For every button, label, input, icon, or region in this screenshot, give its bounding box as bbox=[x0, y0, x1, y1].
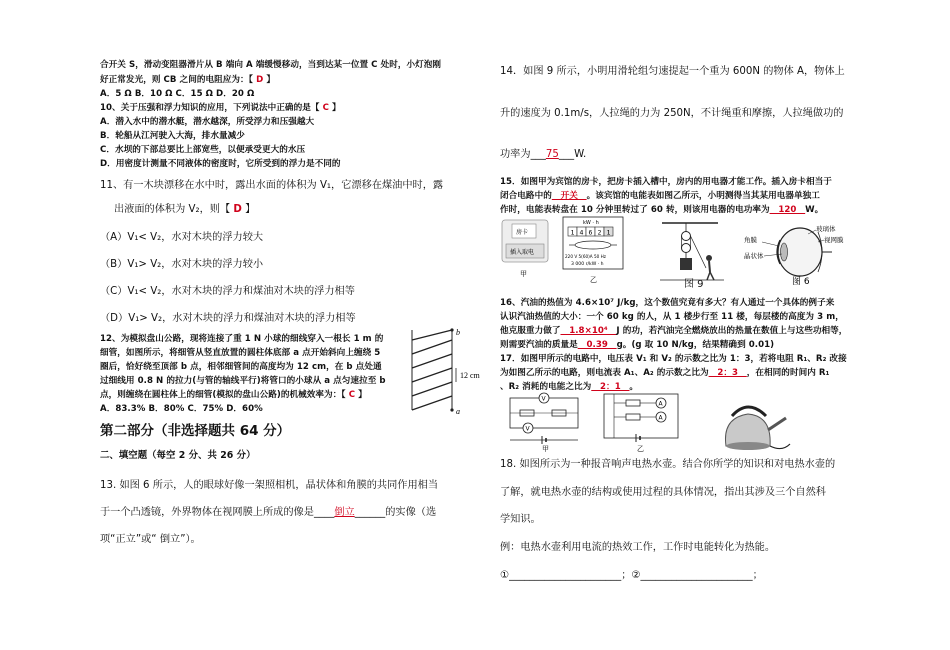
svg-text:A: A bbox=[658, 414, 663, 422]
q17-line1: 17．如图甲所示的电路中，电压表 V₁ 和 V₂ 的示数之比为 1：3，若将电阻 R₁、R₂ 改接 bbox=[500, 354, 847, 364]
q9-answer: D bbox=[256, 75, 264, 85]
q11-option-c: （C）V₁< V₂，水对木块的浮力和煤油对木块的浮力相等 bbox=[100, 286, 355, 297]
q14-answer: 75 bbox=[545, 149, 559, 160]
q12-line2: 细管，如图所示，将细管从竖直放置的圆柱体底部 a 点开始斜向上缠绕 5 bbox=[100, 348, 381, 358]
pulley-load-block bbox=[680, 258, 692, 270]
q11-stem-line1: 11、有一木块漂移在水中时，露出水面的体积为 V₁，它漂移在煤油中时，露 bbox=[100, 180, 444, 191]
circuit-jia-caption: 甲 bbox=[542, 445, 549, 452]
meter-caption: 乙 bbox=[590, 276, 597, 284]
meter-digit: 4 bbox=[579, 228, 584, 237]
q13-line3: 项“正立”或“ 倒立”）。 bbox=[100, 534, 201, 545]
q14-line1: 14．如图 9 所示，小明用滑轮组匀速提起一个重为 600N 的物体 A，物体上 bbox=[500, 66, 845, 77]
q15-line2: 闭合电路中的__开关__。该宾馆的电能表如图乙所示，小明测得当其某用电器单独工 bbox=[500, 191, 820, 201]
coil-label-b: b bbox=[456, 328, 460, 337]
q13-answer: 倒立 bbox=[334, 507, 355, 518]
meter-constant: 3 000 r/kW · h bbox=[571, 262, 604, 267]
meter-digits bbox=[568, 227, 613, 237]
q10-stem: 10、关于压强和浮力知识的应用，下列说法中正确的是【 C 】 bbox=[100, 103, 341, 113]
meter-digit: 1 bbox=[606, 228, 611, 237]
q15-answer-switch: __开关__ bbox=[551, 191, 587, 201]
figure-9-caption: 图 9 bbox=[684, 279, 704, 290]
q15-line3: 作时，电能表转盘在 10 分钟里转过了 60 转，则该用电器的电功率为__120__W。 bbox=[500, 205, 824, 215]
figure-6-caption: 图 6 bbox=[792, 277, 810, 286]
q9-options: A．5 Ω B．10 Ω C．15 Ω D．20 Ω bbox=[100, 89, 255, 99]
q18-line1: 18. 如图所示为一种报音响声电热水壶。结合你所学的知识和对电热水壶的 bbox=[500, 459, 836, 470]
eye-figure bbox=[744, 220, 850, 286]
q9-line1: 合开关 S，滑动变阻器滑片从 B 端向 A 端缓慢移动，当到达某一位置 C 处时，小灯泡刚 bbox=[100, 60, 442, 70]
q12-line1: 12、为模拟盘山公路，现将连接了重 1 N 小球的细线穿入一根长 1 m 的 bbox=[100, 334, 384, 344]
q12-line3: 圈后，恰好绕至顶部 b 点，相邻细管间的高度均为 12 cm，在 b 点处通 bbox=[100, 362, 382, 372]
q18-example: 例：电热水壶利用电流的热效工作，工作时电能转化为热能。 bbox=[500, 542, 776, 553]
svg-text:V: V bbox=[541, 395, 546, 403]
eye-vitreous-label: 玻璃体 bbox=[816, 225, 836, 233]
energy-meter-figure bbox=[561, 216, 629, 286]
q10-option-d: D．用密度计测量不同液体的密度时，它所受到的浮力是不同的 bbox=[100, 159, 341, 169]
room-card-figure bbox=[500, 218, 550, 282]
q12-options: A．83.3% B．80% C．75% D．60% bbox=[100, 404, 263, 414]
q16-line4: 则需要汽油的质量是__0.39__g。(g 取 10 N/kg，结果精确到 0.01) bbox=[500, 340, 775, 350]
q11-answer: D bbox=[233, 204, 242, 215]
eye-retina-label: 视网膜 bbox=[824, 236, 844, 244]
q18-answer-blanks: ①______________________；②______________________； bbox=[500, 570, 763, 581]
q11-stem-line2: 出液面的体积为 V₂，则【 D 】 bbox=[114, 204, 256, 215]
q10-option-b: B．轮船从江河驶入大海，排水量减少 bbox=[100, 131, 245, 141]
q13-line2: 于一个凸透镜，外界物体在视网膜上所成的像是____倒立______的实像（选 bbox=[100, 507, 437, 518]
circuit-yi-caption: 乙 bbox=[637, 445, 644, 452]
q15-line1: 15．如图甲为宾馆的房卡，把房卡插入槽中，房内的用电器才能工作。插入房卡相当于 bbox=[500, 177, 832, 187]
q12-line5: 点，则缠绕在圆柱体上的细管(模拟的盘山公路)的机械效率为：【 C 】 bbox=[100, 390, 367, 400]
q17-answer-energy: __2：1__ bbox=[591, 382, 630, 392]
q10-option-a: A．潜入水中的潜水艇，潜水越深，所受浮力和压强越大 bbox=[100, 117, 315, 127]
q14-line2: 升的速度为 0.1m/s，人拉绳的力为 250N，不计绳重和摩擦，人拉绳做功的 bbox=[500, 108, 844, 119]
q16-answer-work: __1.8×10⁴__ bbox=[560, 326, 617, 336]
q16-line3: 他克服重力做了__1.8×10⁴__J 的功，若汽油完全燃烧放出的热量在数值上与这些功相等， bbox=[500, 326, 848, 336]
eye-lens-label: 晶状体 bbox=[744, 252, 764, 260]
q12-line4: 过细线用 0.8 N 的拉力(与管的轴线平行)将管口的小球从 a 点匀速拉至 b bbox=[100, 376, 386, 386]
q17-line2: 为如图乙所示的电路，则电流表 A₁、A₂ 的示数之比为__2：3__，在相同的时间内 R₁ bbox=[500, 368, 830, 378]
fill-section-heading: 二、填空题（每空 2 分、共 26 分） bbox=[100, 450, 256, 461]
room-card-caption: 甲 bbox=[520, 270, 527, 278]
meter-digit: 1 bbox=[570, 228, 575, 237]
q9-line2: 好正常发光，则 CB 之间的电阻应为：【 D 】 bbox=[100, 75, 275, 85]
room-card-label: 房卡 bbox=[516, 229, 529, 236]
circuit-jia-figure bbox=[506, 388, 586, 452]
q14-line3: 功率为___75___W. bbox=[500, 149, 587, 160]
coil-figure bbox=[404, 326, 494, 416]
meter-unit: kW · h bbox=[583, 220, 599, 226]
q17-line3: 、R₂ 消耗的电能之比为__2：1__。 bbox=[500, 382, 639, 392]
kettle-figure bbox=[710, 396, 794, 454]
meter-digit: 2 bbox=[597, 228, 602, 237]
q10-answer: C bbox=[322, 103, 329, 113]
meter-rating: 220 V 5(60)A 50 Hz bbox=[565, 254, 606, 259]
q18-line3: 学知识。 bbox=[500, 514, 541, 525]
q11-option-a: （A）V₁< V₂，水对木块的浮力较大 bbox=[100, 232, 264, 243]
q10-option-c: C．水坝的下部总要比上部宽些，以便承受更大的水压 bbox=[100, 145, 306, 155]
coil-label-a: a bbox=[456, 407, 460, 416]
part-two-heading: 第二部分（非选择题共 64 分） bbox=[100, 423, 291, 439]
q18-line2: 了解，就电热水壶的结构或使用过程的具体情况，指出其涉及三个自然科 bbox=[500, 487, 826, 498]
q11-option-b: （B）V₁> V₂，水对木块的浮力较小 bbox=[100, 259, 264, 270]
coil-height-label: 12 cm bbox=[460, 371, 480, 380]
q16-line1: 16、汽油的热值为 4.6×10⁷ J/kg，这个数值究竟有多大？有人通过一个具体的例子来 bbox=[500, 298, 835, 308]
q12-answer: C bbox=[348, 390, 356, 400]
meter-digit: 6 bbox=[588, 228, 593, 237]
q13-line1: 13. 如图 6 所示，人的眼球好像一架照相机，晶状体和角膜的共同作用相当 bbox=[100, 480, 439, 491]
svg-text:V: V bbox=[525, 425, 530, 433]
q11-option-d: （D）V₁> V₂，水对木块的浮力和煤油对木块的浮力相等 bbox=[100, 313, 356, 324]
q17-answer-current: __2：3__ bbox=[708, 368, 747, 378]
q16-answer-mass: __0.39__ bbox=[577, 340, 617, 350]
eye-cornea-label: 角膜 bbox=[744, 236, 757, 244]
q16-line2: 认识汽油热值的大小：一个 60 kg 的人，从 1 楼步行至 11 楼，每层楼的高度为 3 m， bbox=[500, 312, 844, 322]
q15-answer-power: __120__ bbox=[769, 205, 806, 215]
svg-text:A: A bbox=[658, 400, 663, 408]
room-card-slot: 插入取电 bbox=[510, 249, 535, 256]
circuit-yi-figure bbox=[600, 388, 682, 452]
